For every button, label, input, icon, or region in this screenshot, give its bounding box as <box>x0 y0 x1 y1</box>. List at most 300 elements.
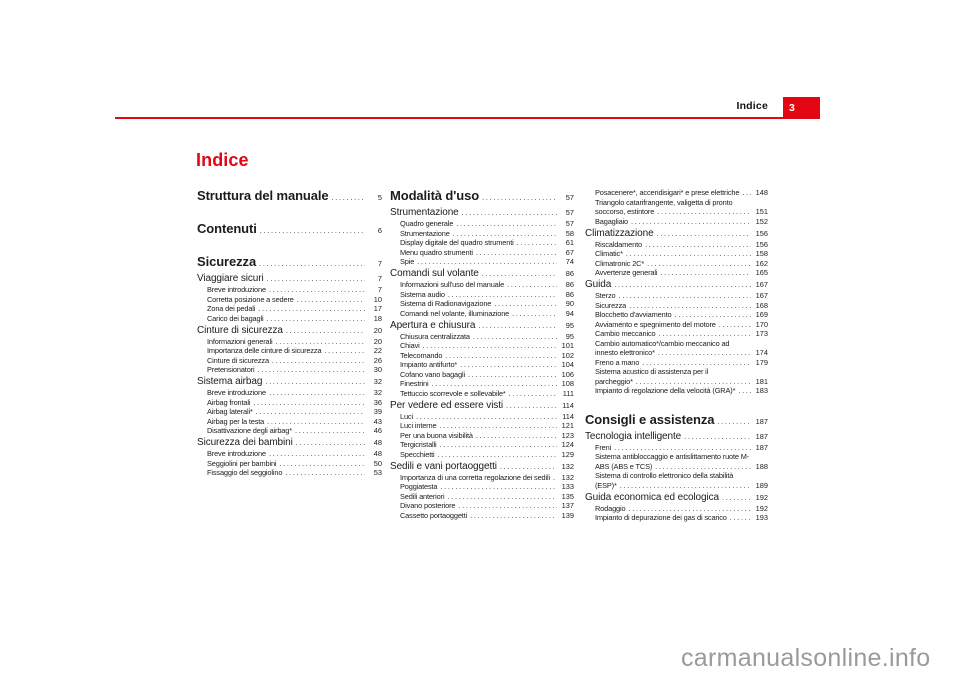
toc-entry-page: 151 <box>755 207 768 216</box>
toc-entry <box>197 356 382 366</box>
toc-entry-page: 114 <box>562 411 574 421</box>
toc-entry-page: 168 <box>755 300 768 310</box>
toc-entry-label: Per una buona visibilità <box>400 430 473 440</box>
toc-entry-page: 192 <box>755 503 768 513</box>
toc-entry-label: Sedili anteriori <box>400 491 445 501</box>
toc-entry <box>197 337 382 347</box>
toc-entry-label: Blocchetto d'avviamento <box>595 310 672 319</box>
toc-entry <box>585 310 768 320</box>
toc-entry-label: Impianto di depurazione dei gas di scarico <box>595 513 727 522</box>
toc-entry-page: 61 <box>565 238 574 247</box>
dot-leader <box>470 511 557 521</box>
toc-entry-label: Sistema di controllo elettronico della stabilità <box>595 471 734 480</box>
dot-leader <box>267 417 365 427</box>
toc-entry <box>197 449 382 459</box>
toc-entry <box>197 438 382 449</box>
toc-entry-label: Rodaggio <box>595 503 626 513</box>
toc-entry <box>390 401 574 412</box>
toc-entry-label: Poggiatesta <box>400 482 438 491</box>
toc-entry-page: 95 <box>565 320 574 330</box>
dot-leader <box>658 348 751 358</box>
toc-entry-label: ABS (ABS e TCS) <box>595 461 653 471</box>
toc-entry-label: (ESP)* <box>595 480 617 490</box>
dot-leader <box>660 268 751 278</box>
dot-leader <box>517 238 557 248</box>
toc-column-left <box>197 188 382 478</box>
dot-leader <box>476 431 557 441</box>
toc-entry-label: Airbag per la testa <box>207 416 265 426</box>
dot-leader <box>645 240 751 250</box>
dot-leader <box>279 459 365 469</box>
toc-entry-label: innesto elettronico* <box>595 348 655 357</box>
toc-entry <box>390 290 574 300</box>
toc-entry-label: Viaggiare sicuri <box>197 273 264 284</box>
toc-entry-page: 179 <box>755 357 768 367</box>
dot-leader <box>445 351 557 361</box>
toc-entry-label: Struttura del manuale <box>197 188 329 203</box>
dot-leader <box>628 504 751 514</box>
toc-entry <box>197 346 382 356</box>
dot-leader <box>269 285 365 295</box>
toc-entry-label: Quadro generale <box>400 219 454 228</box>
toc-entry-page: 152 <box>755 216 768 226</box>
toc-entry-page: 167 <box>755 280 768 289</box>
toc-entry <box>390 208 574 219</box>
toc-entry <box>197 388 382 398</box>
dot-leader <box>257 365 365 375</box>
toc-entry <box>197 365 382 375</box>
toc-entry <box>390 482 574 492</box>
dot-leader <box>460 360 557 370</box>
dot-leader <box>267 274 365 285</box>
toc-entry <box>585 493 768 504</box>
toc-entry-page: 6 <box>377 226 382 235</box>
toc-entry-label: Freno a mano <box>595 357 640 367</box>
toc-entry-page: 74 <box>565 257 574 266</box>
toc-entry-page: 32 <box>373 388 382 397</box>
toc-entry-label: Climatronic 2C* <box>595 258 645 268</box>
toc-entry-label: Impianto di regolazione della velocità (GRA)* <box>595 386 736 395</box>
toc-entry <box>390 280 574 290</box>
dot-leader <box>722 493 751 504</box>
dot-leader <box>275 337 365 347</box>
dot-leader <box>509 389 557 399</box>
dot-leader <box>506 401 557 412</box>
dot-leader <box>417 257 557 267</box>
toc-entry-label: Strumentazione <box>390 207 459 218</box>
toc-entry <box>197 295 382 305</box>
dot-leader <box>620 481 751 491</box>
toc-entry-page: 17 <box>373 304 382 313</box>
toc-entry-label: Cinture di sicurezza <box>207 355 269 365</box>
toc-entry-label: Airbag laterali* <box>207 407 253 416</box>
toc-entry-page: 22 <box>373 346 382 355</box>
toc-entry-label: Sistema audio <box>400 289 445 299</box>
dot-leader <box>717 414 751 429</box>
dot-leader <box>447 492 557 502</box>
toc-entry <box>390 351 574 361</box>
toc-entry <box>390 511 574 521</box>
toc-entry-page: 192 <box>755 492 768 502</box>
toc-entry <box>390 501 574 511</box>
header-page-number-badge: 3 <box>783 97 820 119</box>
toc-entry <box>390 431 574 441</box>
toc-entry-page: 101 <box>561 341 574 350</box>
dot-leader <box>657 229 751 240</box>
toc-entry-page: 48 <box>373 449 382 458</box>
toc-entry-label: Sicurezza <box>197 254 257 269</box>
dot-leader <box>258 304 365 314</box>
dot-leader <box>269 388 365 398</box>
toc-entry <box>390 219 574 229</box>
toc-entry-page: 188 <box>755 461 768 471</box>
dot-leader <box>448 290 557 300</box>
toc-entry-label: Cinture di sicurezza <box>197 324 283 336</box>
toc-entry <box>585 386 768 396</box>
toc-entry <box>390 248 574 258</box>
toc-entry-label: Guida economica ed ecologica <box>585 491 719 503</box>
toc-entry <box>585 280 768 291</box>
toc-entry-page: 86 <box>565 280 574 289</box>
dot-leader <box>473 332 557 342</box>
toc-entry-page: 102 <box>561 350 574 360</box>
dot-leader <box>285 468 365 478</box>
toc-entry-page: 132 <box>561 472 574 482</box>
toc-entry <box>390 269 574 280</box>
toc-entry-page: 7 <box>377 259 382 268</box>
toc-entry <box>390 229 574 239</box>
toc-entry-label: Cassetto portaoggetti <box>400 510 468 520</box>
toc-entry-page: 5 <box>377 193 382 202</box>
toc-entry-label: Display digitale del quadro strumenti <box>400 238 514 247</box>
dot-leader <box>476 248 557 258</box>
dot-leader <box>269 449 365 459</box>
toc-entry-label: Chiavi <box>400 341 420 350</box>
toc-entry <box>585 188 768 198</box>
toc-entry <box>585 367 768 386</box>
toc-entry-label: Corretta posizione a sedere <box>207 294 294 304</box>
dot-leader <box>553 473 557 483</box>
toc-entry-label: Luci <box>400 411 413 421</box>
toc-entry-label: Divano posteriore <box>400 501 456 510</box>
toc-entry-page: 187 <box>755 442 768 452</box>
toc-entry-label: Freni <box>595 442 612 452</box>
toc-entry-page: 67 <box>565 247 574 257</box>
toc-entry <box>390 188 574 205</box>
toc-entry-page: 193 <box>755 513 768 522</box>
toc-entry-page: 86 <box>565 289 574 299</box>
toc-entry-label: Climatizzazione <box>585 227 654 239</box>
page-title: Indice <box>196 150 249 170</box>
toc-entry-page: 48 <box>373 438 382 447</box>
toc-entry-page: 32 <box>373 377 382 386</box>
toc-entry-label: Sedili e vani portaoggetti <box>390 460 497 472</box>
toc-entry-label: Chiusura centralizzata <box>400 331 470 341</box>
dot-leader <box>431 379 557 389</box>
toc-entry-label: Specchietti <box>400 449 435 459</box>
toc-entry-page: 7 <box>377 274 382 283</box>
toc-entry-label: Strumentazione <box>400 228 450 238</box>
dot-leader <box>494 299 557 309</box>
toc-entry-label: Seggiolini per bambini <box>207 458 277 468</box>
toc-entry-page: 165 <box>755 268 768 277</box>
toc-entry-page: 137 <box>561 501 574 510</box>
toc-entry-label: Posacenere*, accendisigari* e prese elettriche <box>595 188 740 197</box>
toc-entry <box>585 259 768 269</box>
dot-leader <box>614 443 751 453</box>
toc-entry-page: 30 <box>373 365 382 374</box>
toc-entry-label: Informazioni sull'uso del manuale <box>400 280 505 289</box>
dot-leader <box>614 280 751 291</box>
dot-leader <box>458 501 557 511</box>
toc-column-middle <box>390 188 574 520</box>
dot-leader <box>719 320 751 330</box>
toc-entry <box>390 462 574 473</box>
toc-entry <box>390 257 574 267</box>
toc-entry-label: Sistema acustico di assistenza per il <box>595 367 709 376</box>
dot-leader <box>295 426 365 436</box>
toc-entry-label: Comandi nel volante, illuminazione <box>400 308 510 318</box>
dot-leader <box>440 440 557 450</box>
toc-entry <box>390 309 574 319</box>
toc-entry-page: 158 <box>755 249 768 258</box>
toc-entry-page: 58 <box>565 228 574 238</box>
dot-leader <box>253 398 365 408</box>
toc-entry-label: Luci interne <box>400 421 437 430</box>
toc-entry-page: 133 <box>561 482 574 491</box>
toc-entry <box>390 450 574 460</box>
toc-entry <box>390 412 574 422</box>
watermark: carmanualsonline.info <box>681 644 931 672</box>
dot-leader <box>439 421 557 431</box>
dot-leader <box>416 412 557 422</box>
toc-entry-label: Riscaldamento <box>595 239 642 249</box>
toc-entry-label: Importanza di una corretta regolazione dei sedili <box>400 472 550 482</box>
toc-entry-label: Tecnologia intelligente <box>585 430 682 442</box>
toc-entry <box>197 314 382 324</box>
toc-entry <box>390 299 574 309</box>
toc-entry <box>390 492 574 502</box>
toc-entry-label: Pretensionatori <box>207 365 255 374</box>
toc-entry <box>585 320 768 330</box>
toc-entry <box>197 304 382 314</box>
toc-entry <box>585 240 768 250</box>
toc-entry-label: Impianto antifurto* <box>400 360 458 369</box>
toc-entry-page: 183 <box>755 386 768 395</box>
toc-entry <box>197 407 382 417</box>
toc-entry-label: Menu quadro strumenti <box>400 247 473 257</box>
dot-leader <box>657 207 751 217</box>
toc-entry-page: 148 <box>755 188 768 197</box>
dot-leader <box>482 269 557 280</box>
toc-entry <box>585 504 768 514</box>
toc-entry <box>585 301 768 311</box>
toc-entry-label: parcheggio* <box>595 376 633 386</box>
toc-entry <box>585 229 768 240</box>
toc-entry <box>197 326 382 337</box>
toc-entry-label: Importanza delle cinture di sicurezza <box>207 346 322 355</box>
toc-entry-label: Sistema di Radionavigazione <box>400 299 492 308</box>
dot-leader <box>742 188 751 198</box>
toc-entry-page: 20 <box>373 325 382 335</box>
toc-entry <box>585 412 768 429</box>
dot-leader <box>259 256 365 271</box>
dot-leader <box>500 462 557 473</box>
toc-entry-label: Apertura e chiusura <box>390 319 476 331</box>
toc-entry-page: 124 <box>561 440 574 449</box>
toc-entry <box>197 426 382 436</box>
dot-leader <box>256 407 365 417</box>
toc-entry-label: Fissaggio del seggiolino <box>207 468 283 477</box>
dot-leader <box>642 358 751 368</box>
toc-entry <box>585 329 768 339</box>
toc-entry <box>197 285 382 295</box>
toc-entry-page: 20 <box>373 336 382 346</box>
toc-entry-page: 187 <box>755 431 768 441</box>
toc-entry-label: Sistema antibloccaggio e antislittamento ruote M- <box>595 452 750 461</box>
toc-entry-page: 108 <box>561 379 574 388</box>
toc-entry <box>197 274 382 285</box>
toc-entry-page: 139 <box>561 510 574 520</box>
dot-leader <box>738 386 751 396</box>
dot-leader <box>332 190 365 205</box>
toc-entry-label: Tergicristalli <box>400 440 437 449</box>
toc-entry-page: 174 <box>755 348 768 357</box>
toc-entry-label: Modalità d'uso <box>390 188 480 203</box>
toc-entry-page: 132 <box>561 461 574 471</box>
toc-entry <box>585 268 768 278</box>
toc-entry-label: Finestrini <box>400 379 429 388</box>
toc-entry <box>390 389 574 399</box>
toc-entry <box>585 452 768 471</box>
toc-entry-page: 18 <box>373 313 382 323</box>
toc-entry <box>390 332 574 342</box>
toc-entry <box>197 221 382 238</box>
toc-entry-label: Sterzo <box>595 291 616 300</box>
header-rule <box>115 117 783 119</box>
toc-entry-label: Comandi sul volante <box>390 268 479 279</box>
toc-entry <box>585 339 768 358</box>
toc-entry-page: 36 <box>373 397 382 407</box>
dot-leader <box>631 217 751 227</box>
dot-leader <box>423 341 557 351</box>
toc-entry-page: 57 <box>565 219 574 228</box>
toc-entry-page: 26 <box>373 355 382 365</box>
dot-leader <box>636 377 751 387</box>
toc-entry-page: 114 <box>562 400 574 410</box>
toc-entry-label: Contenuti <box>197 221 257 236</box>
toc-entry-page: 156 <box>755 228 768 238</box>
toc-entry-page: 129 <box>561 449 574 459</box>
toc-entry-label: Informazioni generali <box>207 336 273 346</box>
toc-entry-label: Airbag frontali <box>207 397 251 407</box>
toc-entry <box>585 513 768 523</box>
toc-entry <box>390 341 574 351</box>
toc-entry-label: Cofano vano bagagli <box>400 369 465 379</box>
toc-entry <box>197 188 382 205</box>
toc-entry <box>585 443 768 453</box>
dot-leader <box>507 280 557 290</box>
toc-entry-page: 173 <box>755 329 768 338</box>
toc-entry-label: Breve introduzione <box>207 285 266 294</box>
toc-entry-label: soccorso, estintore <box>595 207 655 216</box>
dot-leader <box>647 259 751 269</box>
dot-leader <box>324 346 365 356</box>
dot-leader <box>440 482 557 492</box>
toc-entry-label: Breve introduzione <box>207 388 266 397</box>
toc-entry <box>585 471 768 490</box>
dot-leader <box>674 310 751 320</box>
toc-entry-page: 189 <box>755 480 768 490</box>
toc-entry-page: 181 <box>755 376 768 386</box>
toc-entry-label: Sicurezza dei bambini <box>197 437 293 448</box>
dot-leader <box>260 223 365 238</box>
toc-entry-label: Spie <box>400 257 415 266</box>
toc-entry <box>197 254 382 271</box>
toc-entry-page: 57 <box>565 193 574 202</box>
toc-entry-label: Avviamento e spegnimento del motore <box>595 319 716 329</box>
toc-entry-page: 57 <box>565 208 574 217</box>
toc-entry <box>585 432 768 443</box>
toc-entry-page: 104 <box>561 360 574 369</box>
dot-leader <box>626 249 751 259</box>
toc-entry-page: 46 <box>373 426 382 435</box>
toc-entry <box>390 238 574 248</box>
toc-entry-label: Cambio automatico*/cambio meccanico ad <box>595 338 730 348</box>
dot-leader <box>266 314 365 324</box>
dot-leader <box>482 190 557 205</box>
toc-entry-label: Tettuccio scorrevole e sollevabile* <box>400 388 506 398</box>
toc-entry-page: 43 <box>373 416 382 426</box>
toc-entry-label: Telecomando <box>400 350 443 360</box>
dot-leader <box>512 309 557 319</box>
toc-entry <box>390 473 574 483</box>
toc-entry <box>197 398 382 408</box>
toc-entry-page: 135 <box>561 491 574 501</box>
dot-leader <box>453 229 557 239</box>
dot-leader <box>286 326 365 337</box>
toc-entry <box>390 370 574 380</box>
toc-entry-label: Bagagliaio <box>595 216 629 226</box>
toc-entry <box>585 198 768 217</box>
dot-leader <box>296 438 365 449</box>
dot-leader <box>684 432 751 443</box>
toc-entry <box>390 360 574 370</box>
toc-entry-label: Guida <box>585 279 612 290</box>
toc-entry <box>585 291 768 301</box>
toc-entry-page: 53 <box>373 468 382 477</box>
toc-entry-page: 7 <box>377 285 382 294</box>
header-section-label: Indice <box>736 100 768 112</box>
toc-entry <box>585 249 768 259</box>
toc-entry-label: Zona dei pedali <box>207 304 256 313</box>
toc-entry-label: Climatic* <box>595 249 623 258</box>
toc-entry-page: 94 <box>565 308 574 318</box>
toc-entry-page: 50 <box>373 458 382 468</box>
toc-entry-page: 123 <box>561 430 574 440</box>
toc-entry-label: Carico dei bagagli <box>207 313 264 323</box>
dot-leader <box>468 370 557 380</box>
toc-entry <box>197 417 382 427</box>
toc-entry <box>390 321 574 332</box>
dot-leader <box>629 301 751 311</box>
toc-entry-label: Avvertenze generali <box>595 268 658 277</box>
toc-entry-label: Consigli e assistenza <box>585 411 715 427</box>
dot-leader <box>297 295 365 305</box>
toc-entry-label: Sistema airbag <box>197 376 263 387</box>
toc-entry-label: Disattivazione degli airbag* <box>207 426 292 435</box>
dot-leader <box>618 291 751 301</box>
